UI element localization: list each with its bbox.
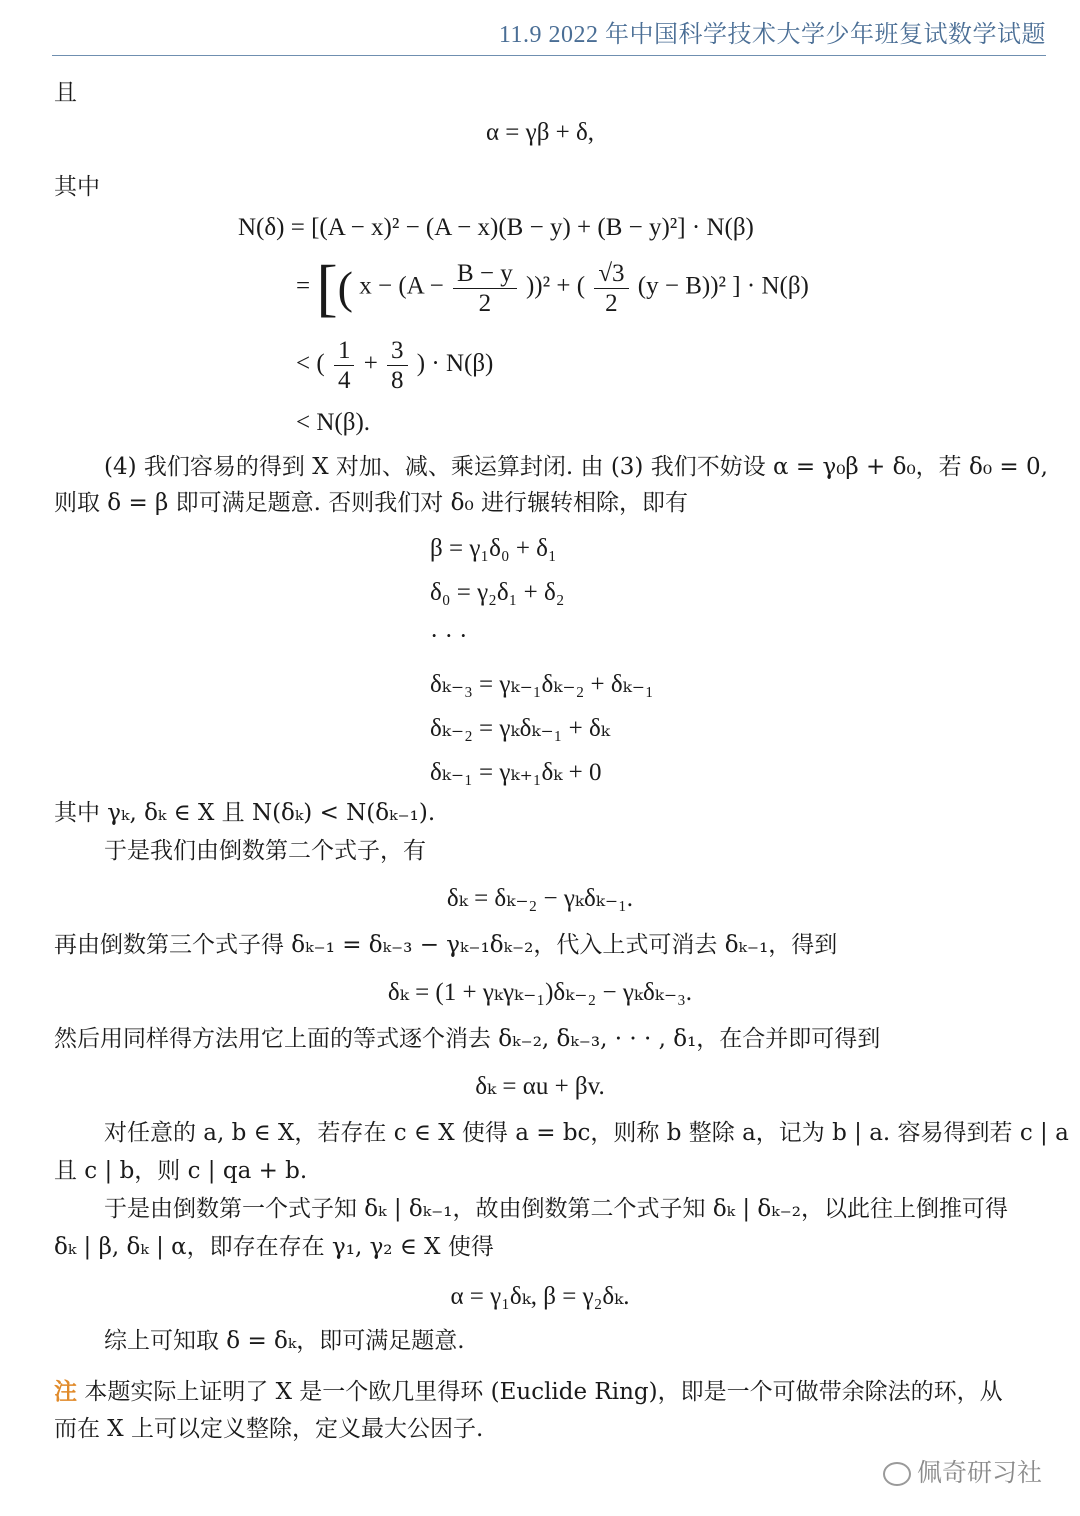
header-title: 11.9 2022 年中国科学技术大学少年班复试数学试题 [498,22,1046,48]
wechat-icon [883,1462,911,1486]
plus-sign: + [363,350,378,378]
equation-n-delta-3 [296,338,493,398]
equation-euclid-1: β = γ₁δ₀ + δ₁ [430,535,557,562]
frac-num: 3 [387,338,408,366]
equation-delta-k-2: δₖ = (1 + γₖγₖ₋₁)δₖ₋₂ − γₖδₖ₋₃. [387,979,693,1006]
equation-euclid-4: δₖ₋₃ = γₖ₋₁δₖ₋₂ + δₖ₋₁ [430,671,654,698]
equation-alpha-beta: α = γ₁δₖ, β = γ₂δₖ. [450,1283,630,1310]
eq-sign: = [296,272,311,300]
text-divisibility-1: 对任意的 a, b ∈ X，若存在 c ∈ X 使得 a = bc，则称 b 整除 a，记为 b | a. 容易得到若 c | a [104,1120,1069,1146]
frac-den: 8 [391,367,404,394]
equation-alpha: α = γβ + δ, [485,119,595,146]
equation-euclid-6: δₖ₋₁ = γₖ₊₁δₖ + 0 [430,759,602,786]
watermark-text: 佩奇研习社 [916,1458,1042,1487]
equation-euclid-dots: · · · [430,623,468,650]
note-label: 注 [54,1378,77,1405]
eq-part: ) · N(β) [416,350,494,378]
frac-den: 2 [605,289,618,317]
equation-n-delta-1: N(δ) = [(A − x)² − (A − x)(B − y) + (B − y)²] · N(β) [238,214,754,241]
text-ranhou: 然后用同样得方法用它上面的等式逐个消去 δₖ₋₂, δₖ₋₃, · · · , δ₁，在合并即可得到 [54,1026,881,1052]
note-line-1 [54,1380,1003,1404]
page-header [52,14,1046,56]
eq-part: ))² + ( [525,272,586,300]
paragraph-4-line-1: (4) 我们容易的得到 X 对加、减、乘运算封闭. 由 (3) 我们不妨设 α = γ₀β + δ₀，若 δ₀ = 0, [104,454,1048,480]
eq-part: x − (A − [359,272,444,300]
equation-n-delta-2 [296,252,809,326]
frac-den: 4 [337,367,351,394]
eq-part: (y − B))² ] · N(β) [637,272,809,300]
frac-den: 2 [478,289,492,317]
equation-delta-k-1: δₖ = δₖ₋₂ − γₖδₖ₋₁. [446,885,634,912]
frac-num: √3 [594,261,628,289]
text-qizhong-gamma: 其中 γₖ, δₖ ∈ X 且 N(δₖ) < N(δₖ₋₁). [54,800,436,826]
text-yushiyou-2: δₖ | β, δₖ | α，即存在存在 γ₁, γ₂ ∈ X 使得 [54,1234,494,1260]
text-conclusion: 综上可知取 δ = δₖ，即可满足题意. [104,1328,465,1354]
frac-num: B − y [453,261,517,289]
text-qie: 且 [54,80,77,106]
text-qizhong: 其中 [54,174,100,200]
watermark [883,1453,1042,1489]
fraction-b-minus-y [453,261,517,316]
note-text-1: 本题实际上证明了 X 是一个欧几里得环 (Euclide Ring)，即是一个可做带余除法的环，从 [84,1379,1003,1405]
text-yushiyou-1: 于是由倒数第一个式子知 δₖ | δₖ₋₁，故由倒数第二个式子知 δₖ | δₖ₋₂，以此往上倒推可得 [104,1196,1009,1222]
text-yushi: 于是我们由倒数第二个式子，有 [104,838,426,864]
fraction-one-quarter [334,338,355,393]
left-bracket: [ [316,252,338,323]
text-divisibility-2: 且 c | b，则 c | qa + b. [54,1158,308,1184]
equation-euclid-2: δ₀ = γ₂δ₁ + δ₂ [430,579,565,606]
note-line-2: 而在 X 上可以定义整除，定义最大公因子. [54,1416,484,1442]
paragraph-4-line-2: 则取 δ = β 即可满足题意. 否则我们对 δ₀ 进行辗转相除，即有 [54,490,688,516]
equation-delta-k-3: δₖ = αu + βv. [475,1073,605,1100]
fraction-sqrt3 [594,261,628,316]
left-paren: ( [337,262,353,313]
frac-num: 1 [334,338,355,366]
equation-euclid-5: δₖ₋₂ = γₖδₖ₋₁ + δₖ [430,715,610,742]
fraction-three-eighths [387,338,408,393]
text-zaiyou: 再由倒数第三个式子得 δₖ₋₁ = δₖ₋₃ − γₖ₋₁δₖ₋₂，代入上式可消去 δₖ₋₁，得到 [54,932,838,958]
equation-n-delta-4: < N(β). [296,409,371,436]
eq-part: < ( [296,350,325,378]
